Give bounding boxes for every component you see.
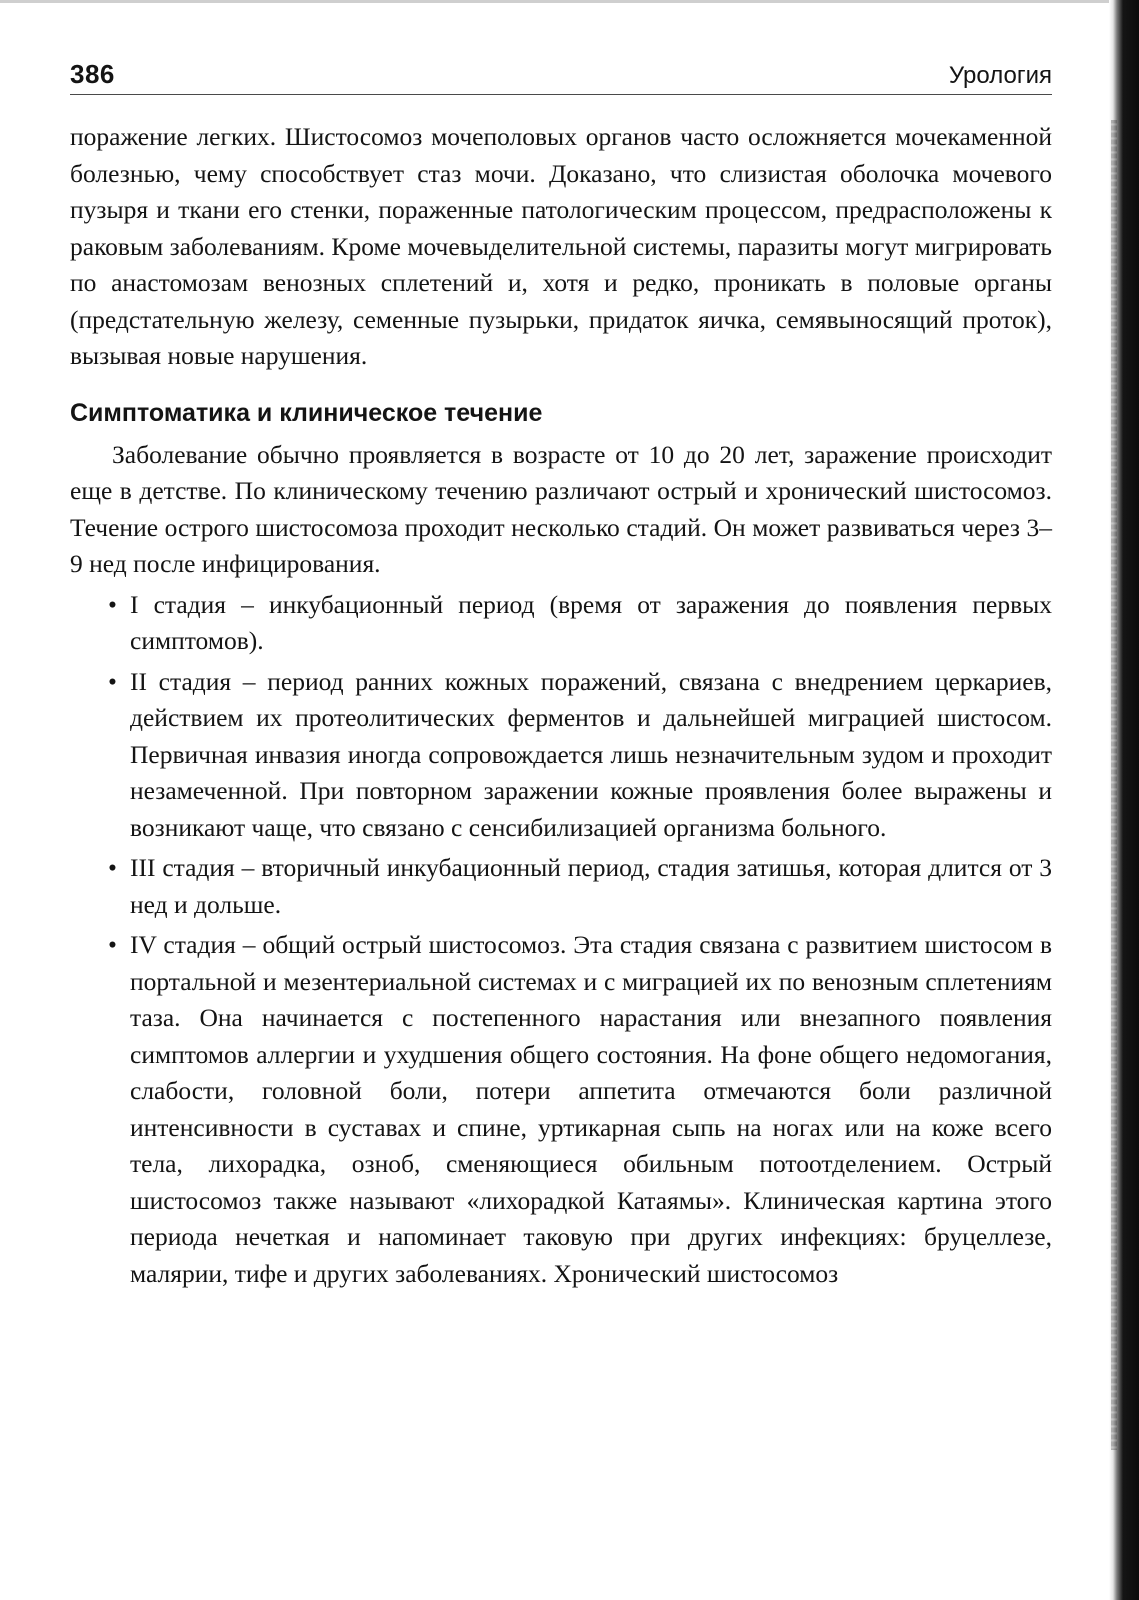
bullet-icon: •	[108, 930, 117, 959]
list-item	[70, 587, 1052, 660]
stages-list	[70, 587, 1052, 1293]
running-section-title: Урология	[948, 62, 1052, 89]
list-item	[70, 927, 1052, 1292]
stage-text: I стадия – инкубационный период (время от заражения до появления первых симптомов).	[130, 589, 1052, 655]
list-item	[70, 850, 1052, 923]
stage-text: II стадия – период ранних кожных поражений, связана с внедрением церкариев, действием их протеолитических ферментов и дальнейшей миграцией шистосом. Первичная инвазия иногда сопровождается лишь незначительным зудом и проходит незамеченной. При повторном заражении кожные проявления более выражены и возникают чаще, что связано с сенсибилизацией организма больного.	[130, 666, 1052, 842]
book-page	[70, 52, 1052, 1296]
scan-top-edge	[0, 0, 1139, 3]
running-header	[70, 52, 1052, 95]
stage-text: III стадия – вторичный инкубационный период, стадия затишья, которая длится от 3 нед и дольше.	[130, 853, 1052, 919]
list-item	[70, 664, 1052, 847]
spine-texture	[1111, 120, 1117, 1450]
page-body	[70, 119, 1052, 1292]
bullet-icon: •	[108, 853, 117, 882]
intro-paragraph: поражение легких. Шистосомоз мочеполовых органов часто осложняется мочекаменной болезнью, чему способствует стаз мочи. Доказано, что слизистая оболочка мочевого пузыря и ткани его стенки, пораженные патологическим процессом, предрасположены к раковым заболеваниям. Кроме мочевыделительной системы, паразиты могут мигрировать по анастомозам венозных сплетений и, хотя и редко, проникать в половые органы (предстательную железу, семенные пузырьки, придаток яичка, семявыносящий проток), вызывая новые нарушения.	[70, 122, 1052, 370]
bullet-icon: •	[108, 666, 117, 696]
bullet-icon: •	[108, 589, 117, 619]
stage-text: IV стадия – общий острый шистосомоз. Эта стадия связана с развитием шистосом в портальной и мезентериальной системах и с миграцией их по венозным сплетениям таза. Она начинается с постепенного нарастания или внезапного появления симптомов аллергии и ухудшения общего состояния. На фоне общего недомогания, слабости, головной боли, потери аппетита отмечаются боли различной интенсивности в суставах и спине, уртикарная сыпь на ногах или на коже всего тела, лихорадка, озноб, сменяющиеся обильным потоотделением. Острый шистосомоз также называют «лихорадкой Катаямы». Клиническая картина этого периода нечеткая и напоминает таковую при других инфекциях: бруцеллезе, малярии, тифе и других заболеваниях. Хронический шистосомоз	[130, 930, 1052, 1288]
section-heading: Симптоматика и клиническое течение	[70, 398, 543, 427]
page-number: 386	[70, 59, 115, 89]
section-paragraph: Заболевание обычно проявляется в возрасте от 10 до 20 лет, заражение происходит еще в детстве. По клиническому течению различают острый и хронический шистосомоз. Течение острого шистосомоза проходит несколько стадий. Он может развиваться через 3–9 нед после инфицирования.	[70, 439, 1052, 578]
